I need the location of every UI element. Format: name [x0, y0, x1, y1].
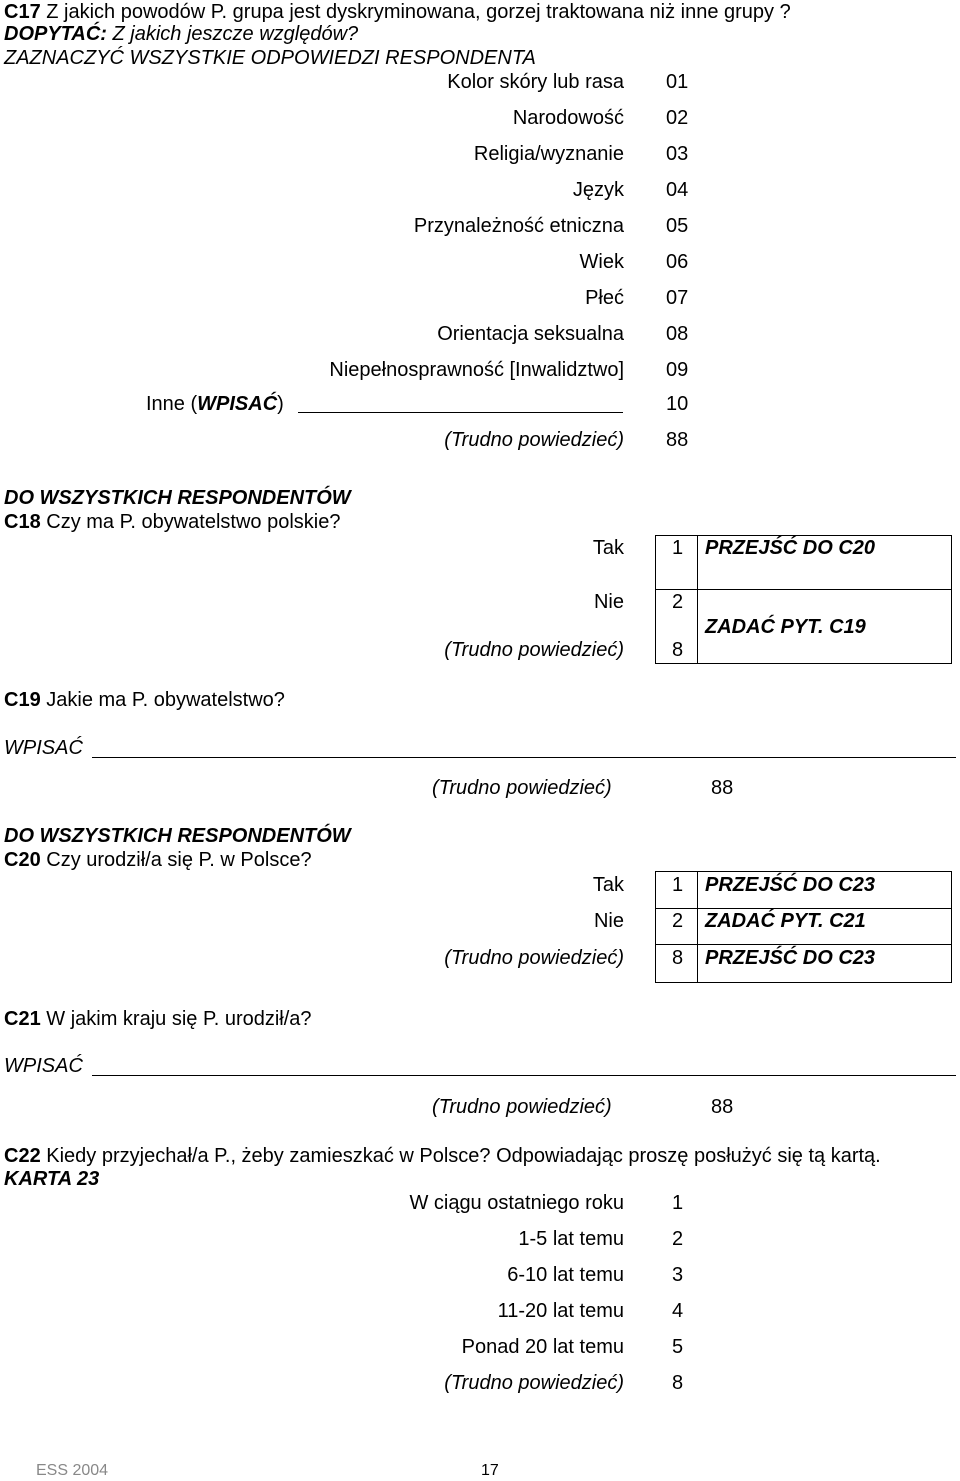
c17-question	[4, 0, 791, 24]
c22-option-code: 4	[672, 1300, 684, 1322]
c17-option-label: Kolor skóry lub rasa	[447, 71, 624, 93]
c17-other-code: 10	[666, 393, 689, 415]
question-number: C18	[4, 511, 41, 533]
c18-routing-divider	[655, 589, 952, 590]
c19-write-line[interactable]	[92, 757, 956, 758]
c21-question	[4, 1007, 312, 1031]
c22-option-label: 1-5 lat temu	[518, 1228, 624, 1250]
c22-option-label: (Trudno powiedzieć)	[444, 1372, 624, 1394]
c18-option-nie-code: 2	[672, 591, 684, 613]
c18-routing-column-line	[697, 535, 698, 664]
c19-question	[4, 688, 285, 712]
c18-route-tak: PRZEJŚĆ DO C20	[705, 537, 876, 559]
c17-option-code: 05	[666, 215, 689, 237]
c22-option-code: 8	[672, 1372, 684, 1394]
c22-card: KARTA 23	[4, 1168, 100, 1190]
c20-option-dk-label: (Trudno powiedzieć)	[444, 947, 624, 969]
question-number: C21	[4, 1008, 41, 1030]
c21-dk-code: 88	[711, 1096, 734, 1118]
c19-write-label: WPISAĆ	[4, 737, 83, 759]
c17-other-write-line[interactable]	[298, 412, 623, 413]
c17-option-label: Płeć	[585, 287, 624, 309]
c17-option-code: 09	[666, 359, 689, 381]
question-text: Czy ma P. obywatelstwo polskie?	[40, 511, 341, 533]
question-text: Jakie ma P. obywatelstwo?	[40, 689, 285, 711]
c18-section-heading: DO WSZYSTKICH RESPONDENTÓW	[4, 487, 351, 509]
c17-option-code: 08	[666, 323, 689, 345]
c17-option-label: Wiek	[579, 251, 624, 273]
c22-option-code: 1	[672, 1192, 684, 1214]
c20-route-nie: ZADAĆ PYT. C21	[705, 910, 866, 932]
c17-other-label	[146, 392, 284, 416]
c17-dk-code: 88	[666, 429, 689, 451]
footer-page-number: 17	[481, 1462, 499, 1479]
c17-option-code: 04	[666, 179, 689, 201]
c21-dk-label: (Trudno powiedzieć)	[432, 1096, 612, 1118]
question-text: Z jakich powodów P. grupa jest dyskryminowana, gorzej traktowana niż inne grupy ?	[40, 1, 791, 23]
c21-write-line[interactable]	[92, 1075, 956, 1076]
question-text: Czy urodził/a się P. w Polsce?	[40, 849, 312, 871]
c22-option-label: Ponad 20 lat temu	[461, 1336, 624, 1358]
question-number: C22	[4, 1145, 41, 1167]
c17-dk-label: (Trudno powiedzieć)	[444, 429, 624, 451]
c18-option-tak-code: 1	[672, 537, 684, 559]
c18-option-tak-label: Tak	[592, 537, 624, 559]
c18-route-group: ZADAĆ PYT. C19	[705, 616, 866, 638]
other-suffix: )	[277, 393, 284, 415]
probe-label: DOPYTAĆ:	[4, 23, 107, 45]
question-number: C19	[4, 689, 41, 711]
c20-option-tak-code: 1	[672, 874, 684, 896]
c22-option-code: 3	[672, 1264, 684, 1286]
c18-option-nie-label: Nie	[593, 591, 624, 613]
c18-option-dk-code: 8	[672, 639, 684, 661]
c20-route-tak: PRZEJŚĆ DO C23	[705, 874, 876, 896]
c20-section-heading: DO WSZYSTKICH RESPONDENTÓW	[4, 825, 351, 847]
c20-routing-divider-2	[655, 944, 952, 945]
c17-option-label: Narodowość	[512, 107, 624, 129]
c17-option-label: Niepełnosprawność [Inwalidztwo]	[329, 359, 624, 381]
footer-survey-name: ESS 2004	[36, 1462, 109, 1479]
question-number: C17	[4, 1, 41, 23]
c22-option-label: 6-10 lat temu	[507, 1264, 624, 1286]
c17-instruction: ZAZNACZYĆ WSZYSTKIE ODPOWIEDZI RESPONDENTA	[4, 47, 536, 69]
c20-option-tak-label: Tak	[592, 874, 624, 896]
probe-text: Z jakich jeszcze względów?	[106, 23, 359, 45]
c20-option-nie-label: Nie	[593, 910, 624, 932]
c22-option-code: 2	[672, 1228, 684, 1250]
c18-option-dk-label: (Trudno powiedzieć)	[444, 639, 624, 661]
c22-option-label: W ciągu ostatniego roku	[409, 1192, 624, 1214]
c22-option-label: 11-20 lat temu	[497, 1300, 624, 1322]
question-text: Kiedy przyjechał/a P., żeby zamieszkać w Polsce? Odpowiadając proszę posłużyć się tą kartą.	[40, 1145, 881, 1167]
c17-option-code: 02	[666, 107, 689, 129]
c19-dk-label: (Trudno powiedzieć)	[432, 777, 612, 799]
other-write-instruction: WPISAĆ	[197, 393, 278, 415]
c17-option-code: 07	[666, 287, 689, 309]
c17-option-code: 03	[666, 143, 689, 165]
c17-option-label: Orientacja seksualna	[437, 323, 624, 345]
c20-route-dk: PRZEJŚĆ DO C23	[705, 947, 876, 969]
c17-option-label: Religia/wyznanie	[473, 143, 624, 165]
question-number: C20	[4, 849, 41, 871]
c22-option-code: 5	[672, 1336, 684, 1358]
c20-option-nie-code: 2	[672, 910, 684, 932]
c18-question	[4, 510, 340, 534]
c20-routing-column-line	[697, 871, 698, 983]
c17-option-label: Język	[572, 179, 624, 201]
c17-option-code: 06	[666, 251, 689, 273]
c19-dk-code: 88	[711, 777, 734, 799]
c17-option-label: Przynależność etniczna	[413, 215, 624, 237]
question-text: W jakim kraju się P. urodził/a?	[40, 1008, 312, 1030]
other-prefix: Inne (	[146, 393, 198, 415]
c20-question	[4, 848, 312, 872]
c20-option-dk-code: 8	[672, 947, 684, 969]
c17-probe	[4, 22, 358, 46]
c22-question	[4, 1144, 881, 1168]
c17-option-code: 01	[666, 71, 689, 93]
c21-write-label: WPISAĆ	[4, 1055, 83, 1077]
